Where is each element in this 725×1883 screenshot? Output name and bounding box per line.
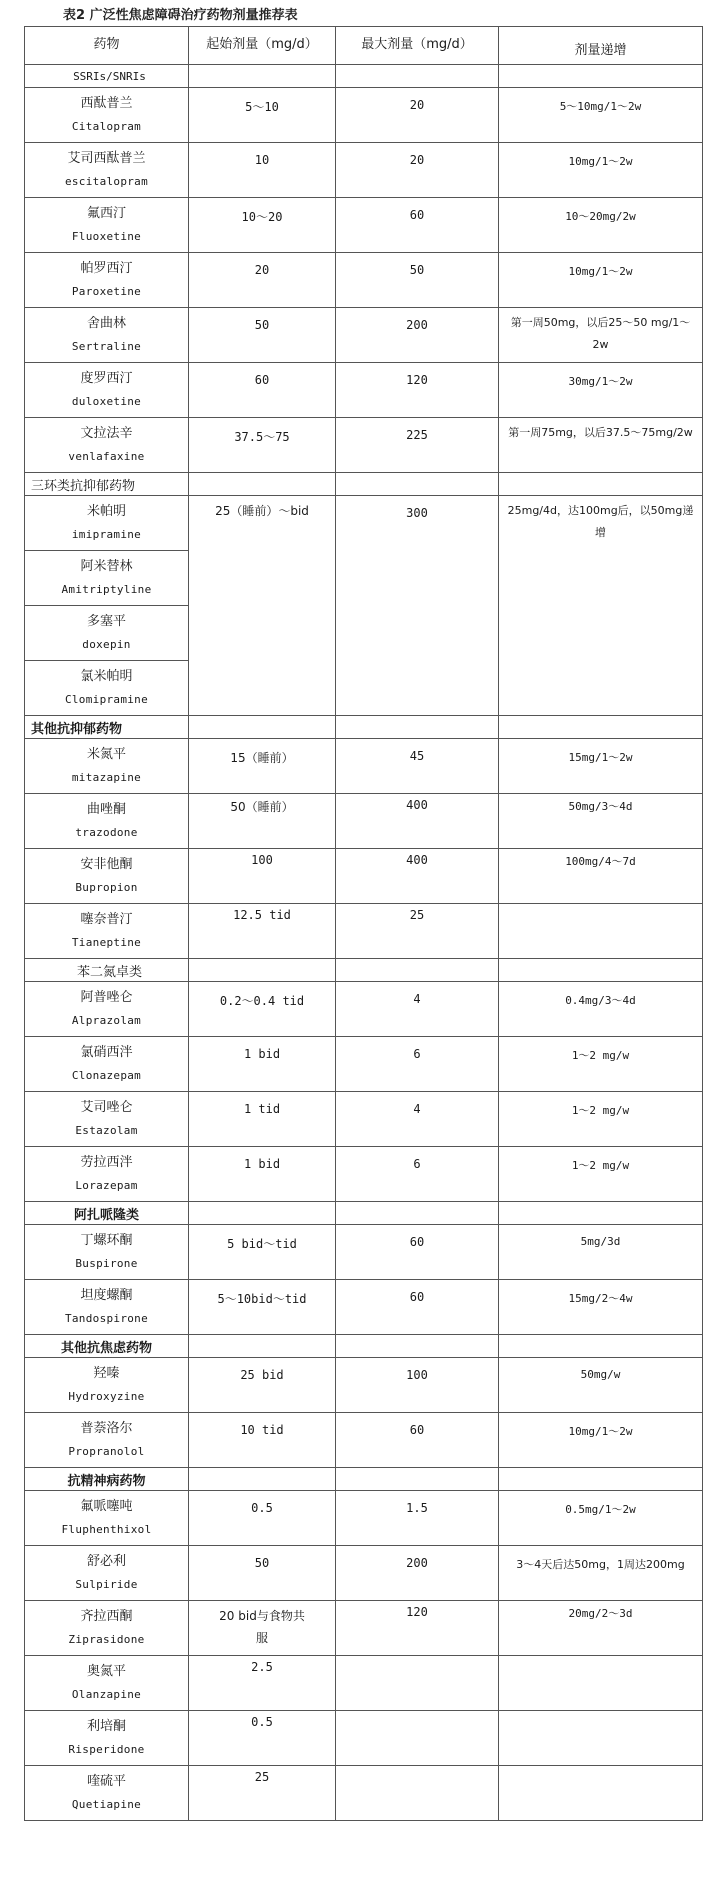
start-dose-cell: 50	[189, 308, 336, 363]
section-label: 其他抗抑郁药物	[25, 716, 189, 739]
max-dose-cell: 25	[336, 904, 499, 959]
drug-name-cell: 丁螺环酮 Buspirone	[25, 1225, 189, 1280]
drug-name-cell: 普萘洛尔 Propranolol	[25, 1413, 189, 1468]
section-label: 抗精神病药物	[25, 1468, 189, 1491]
drug-name-cell: 氟哌噻吨 Fluphenthixol	[25, 1491, 189, 1546]
max-dose-cell: 6	[336, 1147, 499, 1202]
increment-cell: 30mg/1～2w	[499, 363, 703, 418]
max-dose-cell: 50	[336, 253, 499, 308]
max-dose-cell: 225	[336, 418, 499, 473]
max-dose-cell	[336, 1766, 499, 1821]
increment-cell: 50mg/w	[499, 1358, 703, 1413]
start-dose-cell: 1 bid	[189, 1037, 336, 1092]
start-dose-cell: 10～20	[189, 198, 336, 253]
max-dose-cell: 400	[336, 849, 499, 904]
increment-cell: 1～2 mg/w	[499, 1147, 703, 1202]
table-row	[25, 1413, 703, 1468]
table-row	[25, 1491, 703, 1546]
section-row	[25, 1335, 703, 1358]
table-row	[25, 1037, 703, 1092]
table-row	[25, 496, 703, 551]
dosage-table	[24, 26, 703, 1821]
table-row	[25, 1147, 703, 1202]
table-row	[25, 904, 703, 959]
table-row	[25, 739, 703, 794]
drug-name-cell: 舒必利 Sulpiride	[25, 1546, 189, 1601]
start-dose-cell: 5 bid～tid	[189, 1225, 336, 1280]
drug-name-cell: 艾司唑仑 Estazolam	[25, 1092, 189, 1147]
max-dose-cell: 4	[336, 1092, 499, 1147]
drug-name-cell: 阿普唑仑 Alprazolam	[25, 982, 189, 1037]
increment-cell: 1～2 mg/w	[499, 1037, 703, 1092]
drug-name-cell: 坦度螺酮 Tandospirone	[25, 1280, 189, 1335]
drug-name-cell: 劳拉西泮 Lorazepam	[25, 1147, 189, 1202]
max-dose-cell: 300	[336, 496, 499, 716]
table-row	[25, 1546, 703, 1601]
drug-name-cell: 度罗西汀 duloxetine	[25, 363, 189, 418]
start-dose-cell: 1 bid	[189, 1147, 336, 1202]
start-dose-cell: 20 bid与食物共服	[189, 1601, 336, 1656]
max-dose-cell	[336, 1711, 499, 1766]
drug-name-cell: 舍曲林 Sertraline	[25, 308, 189, 363]
table-caption: 表2 广泛性焦虑障碍治疗药物剂量推荐表	[63, 8, 298, 23]
header-increment: 剂量递增	[499, 27, 703, 65]
drug-name-cell: 帕罗西汀 Paroxetine	[25, 253, 189, 308]
increment-cell: 3～4天后达50mg，1周达200mg	[499, 1546, 703, 1601]
table-row	[25, 1092, 703, 1147]
drug-name-cell: 多塞平 doxepin	[25, 606, 189, 661]
max-dose-cell: 20	[336, 88, 499, 143]
start-dose-cell: 5～10bid～tid	[189, 1280, 336, 1335]
max-dose-cell: 1.5	[336, 1491, 499, 1546]
increment-cell: 第一周75mg，以后37.5～75mg/2w	[499, 418, 703, 473]
section-label: 苯二氮卓类	[25, 959, 189, 982]
drug-name-cell: 艾司西酞普兰 escitalopram	[25, 143, 189, 198]
start-dose-cell: 2.5	[189, 1656, 336, 1711]
table-row	[25, 982, 703, 1037]
increment-cell: 50mg/3～4d	[499, 794, 703, 849]
section-label: SSRIs/SNRIs	[25, 65, 189, 88]
max-dose-cell: 100	[336, 1358, 499, 1413]
max-dose-cell: 120	[336, 363, 499, 418]
start-dose-cell: 1 tid	[189, 1092, 336, 1147]
table-row	[25, 308, 703, 363]
max-dose-cell: 60	[336, 198, 499, 253]
max-dose-cell: 45	[336, 739, 499, 794]
increment-cell: 0.4mg/3～4d	[499, 982, 703, 1037]
table-row	[25, 198, 703, 253]
start-dose-cell: 25 bid	[189, 1358, 336, 1413]
increment-cell: 15mg/2～4w	[499, 1280, 703, 1335]
table-row	[25, 253, 703, 308]
max-dose-cell: 60	[336, 1225, 499, 1280]
max-dose-cell: 20	[336, 143, 499, 198]
drug-name-cell: 西酞普兰 Citalopram	[25, 88, 189, 143]
drug-name-cell: 米氮平 mitazapine	[25, 739, 189, 794]
start-dose-cell: 60	[189, 363, 336, 418]
table-row	[25, 1280, 703, 1335]
start-dose-cell: 25	[189, 1766, 336, 1821]
table-row	[25, 363, 703, 418]
increment-cell: 5～10mg/1～2w	[499, 88, 703, 143]
max-dose-cell: 200	[336, 1546, 499, 1601]
max-dose-cell: 400	[336, 794, 499, 849]
section-row	[25, 1202, 703, 1225]
section-row	[25, 473, 703, 496]
start-dose-cell: 50（睡前）	[189, 794, 336, 849]
drug-name-cell: 齐拉西酮 Ziprasidone	[25, 1601, 189, 1656]
max-dose-cell: 120	[336, 1601, 499, 1656]
increment-cell	[499, 904, 703, 959]
drug-name-cell: 文拉法辛 venlafaxine	[25, 418, 189, 473]
section-label: 其他抗焦虑药物	[25, 1335, 189, 1358]
start-dose-cell: 12.5 tid	[189, 904, 336, 959]
section-label: 阿扎哌隆类	[25, 1202, 189, 1225]
header-start-dose: 起始剂量（mg/d）	[189, 27, 336, 65]
increment-cell: 10mg/1～2w	[499, 143, 703, 198]
table-row	[25, 849, 703, 904]
increment-cell: 10mg/1～2w	[499, 1413, 703, 1468]
drug-name-cell: 氯米帕明 Clomipramine	[25, 661, 189, 716]
start-dose-cell: 0.5	[189, 1711, 336, 1766]
increment-cell: 1～2 mg/w	[499, 1092, 703, 1147]
max-dose-cell	[336, 1656, 499, 1711]
table-row	[25, 418, 703, 473]
section-row	[25, 959, 703, 982]
table-row	[25, 143, 703, 198]
table-header-row	[25, 27, 703, 65]
increment-cell: 10～20mg/2w	[499, 198, 703, 253]
drug-name-cell: 安非他酮 Bupropion	[25, 849, 189, 904]
section-row	[25, 1468, 703, 1491]
table-row	[25, 1358, 703, 1413]
max-dose-cell: 60	[336, 1413, 499, 1468]
increment-cell: 100mg/4～7d	[499, 849, 703, 904]
drug-name-cell: 羟嗪 Hydroxyzine	[25, 1358, 189, 1413]
start-dose-cell: 15（睡前）	[189, 739, 336, 794]
start-dose-cell: 0.2～0.4 tid	[189, 982, 336, 1037]
table-row	[25, 1711, 703, 1766]
drug-name-cell: 噻奈普汀 Tianeptine	[25, 904, 189, 959]
increment-cell: 20mg/2～3d	[499, 1601, 703, 1656]
start-dose-cell: 50	[189, 1546, 336, 1601]
increment-cell	[499, 1656, 703, 1711]
section-label: 三环类抗抑郁药物	[25, 473, 189, 496]
start-dose-cell: 37.5～75	[189, 418, 336, 473]
drug-name-cell: 曲唑酮 trazodone	[25, 794, 189, 849]
start-dose-cell: 5～10	[189, 88, 336, 143]
increment-cell: 0.5mg/1～2w	[499, 1491, 703, 1546]
max-dose-cell: 60	[336, 1280, 499, 1335]
increment-cell: 5mg/3d	[499, 1225, 703, 1280]
start-dose-cell: 20	[189, 253, 336, 308]
increment-cell	[499, 1766, 703, 1821]
drug-name-cell: 奥氮平 Olanzapine	[25, 1656, 189, 1711]
increment-cell: 10mg/1～2w	[499, 253, 703, 308]
max-dose-cell: 6	[336, 1037, 499, 1092]
table-row	[25, 1766, 703, 1821]
table-row	[25, 1225, 703, 1280]
drug-name-cell: 米帕明 imipramine	[25, 496, 189, 551]
start-dose-cell: 25（睡前）～bid	[189, 496, 336, 716]
table-row	[25, 1601, 703, 1656]
start-dose-cell: 10	[189, 143, 336, 198]
drug-name-cell: 利培酮 Risperidone	[25, 1711, 189, 1766]
table-row	[25, 1656, 703, 1711]
start-dose-cell: 0.5	[189, 1491, 336, 1546]
increment-cell: 25mg/4d，达100mg后，以50mg递增	[499, 496, 703, 716]
section-row	[25, 65, 703, 88]
drug-name-cell: 喹硫平 Quetiapine	[25, 1766, 189, 1821]
drug-name-cell: 阿米替林 Amitriptyline	[25, 551, 189, 606]
max-dose-cell: 4	[336, 982, 499, 1037]
start-dose-cell: 10 tid	[189, 1413, 336, 1468]
increment-cell	[499, 1711, 703, 1766]
drug-name-cell: 氟西汀 Fluoxetine	[25, 198, 189, 253]
header-drug: 药物	[25, 27, 189, 65]
table-row	[25, 88, 703, 143]
start-dose-cell: 100	[189, 849, 336, 904]
table-row	[25, 794, 703, 849]
drug-name-cell: 氯硝西泮 Clonazepam	[25, 1037, 189, 1092]
header-max-dose: 最大剂量（mg/d）	[336, 27, 499, 65]
section-row	[25, 716, 703, 739]
increment-cell: 第一周50mg，以后25～50 mg/1～2w	[499, 308, 703, 363]
max-dose-cell: 200	[336, 308, 499, 363]
increment-cell: 15mg/1～2w	[499, 739, 703, 794]
